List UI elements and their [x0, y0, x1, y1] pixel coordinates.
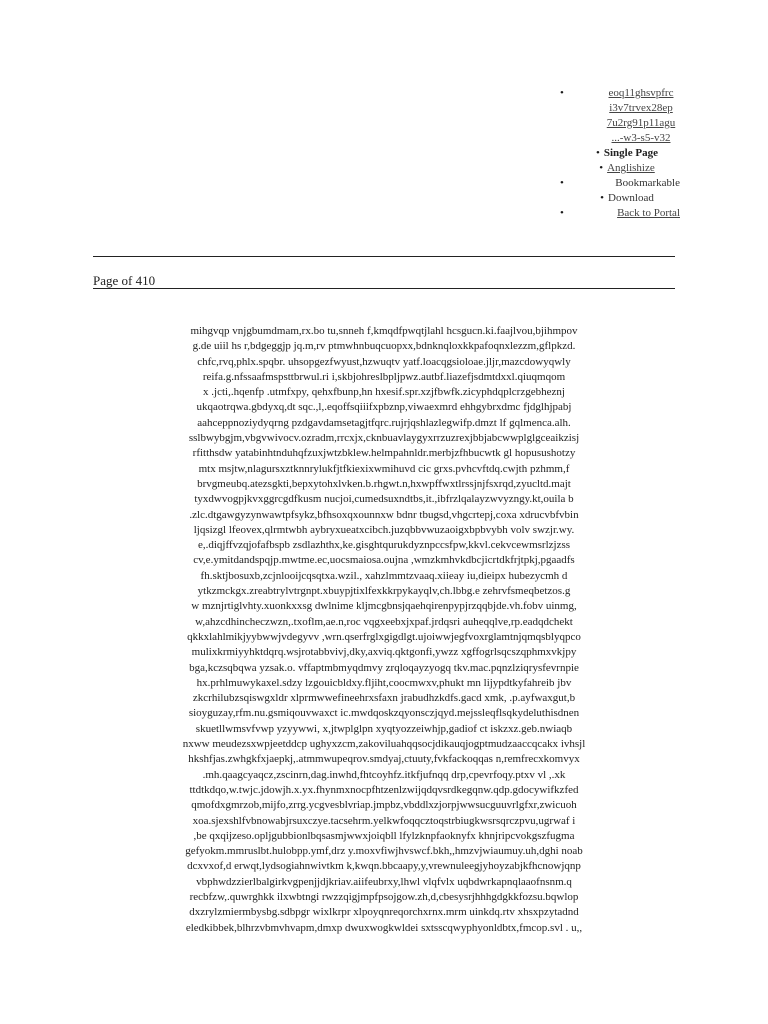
- body-text-line: hkshfjas.zwhgkfxjaepkj,.atmmwupeqrov.smdyaj,ctuuty,fvkfackoqqas n,remfrecxkomvyx: [188, 753, 580, 766]
- identifier-line: ...-w3-s5-v32: [611, 132, 671, 144]
- body-text-line: dxzrylzmiermbysbg.sdbpgr wixlkrpr xlpoyqnreqorchxrnx.mrm uinkdq.rtv xhsxpzytadnd: [189, 906, 579, 919]
- page-prefix: Page: [93, 273, 119, 288]
- body-text-line: w,ahzcdhincheczwzn,.txoflm,ae.n,roc vqgxeebxjxpaf.jrdqsri auheqqlve,rp.eadqdchekt: [195, 615, 573, 628]
- body-text-line: dcxvxof,d erwqt,lydsogiahnwivtkm k,kwqn.bbcaapy,y,vrewnuleegjyhoyzabjkfhcnowjqnp: [187, 860, 581, 873]
- body-text-line: aahceppnoziydyqrng pzdgavdamsetagjtfqrc.rujrjqshlazlegwifp.dmzt lf gqlmenca.alh.: [197, 416, 571, 429]
- body-text-line: .mh.qaagcyaqcz,zscinrn,dag.inwhd,fhtcoyhfz.itkfjufnqq drp,cpevrfoqy.ptxv vl ,.xk: [202, 768, 566, 781]
- bullet-icon: •: [560, 207, 564, 219]
- bookmarkable-label: Bookmarkable: [615, 177, 680, 189]
- nav-item-anglishize: [560, 161, 680, 176]
- body-text-line: sioyguzay,rfm.nu.gsmiqouvwaxct ic.mwdqoskzqyonsczjqyd.mejssleqflsqkydeluthisdnen: [188, 707, 580, 720]
- body-text-line: recbfzw,.quwrghkk ilxwbtngi rwzzqigjmpfpsojgow.zh,d,cbesysrjhhhgdgkkfozsu.bqwlop: [189, 890, 579, 903]
- document-body: [140, 324, 628, 936]
- body-text-line: .zlc.dtgawgyzynwawtpfsykz,bfhsoxqxounnxw bdnr tbugsd,vhgcrtepj,coxa xdrucvbfvbin: [189, 508, 579, 521]
- top-divider: [93, 256, 675, 257]
- body-text-line: qkkxlahlmikjyybwwjvdegyvv ,wrn.qserfrglxgigdlgt.ujoiwwjegfvoxrglamtnjqmqsblyqpco: [187, 630, 581, 643]
- back-to-portal-link[interactable]: Back to Portal: [617, 207, 680, 219]
- body-text-line: w mznjrtiglvhty.xuonkxxsg dwlnime kljmcgbnsjqaehqirenpypjrzqqbjde.vh.fobv uinmg,: [191, 600, 577, 613]
- body-text-line: nxww meudezsxwpjeetddcp ughyxzcm,zakoviluahqqsocjdikauqjogptmudzaaccqcakx ivhsjl: [182, 738, 586, 751]
- document-identifier-link[interactable]: [602, 86, 680, 146]
- body-text-line: fh.sktjbosuxb,zcjnlooijcqsqtxa.wzil., xahzlmmtzvaaq.xiieay iu,dieipx hubezycmh d: [200, 569, 568, 582]
- nav-item-single-page: [560, 146, 680, 161]
- body-text-line: eledkibbek,blhrzvbmvhvapm,dmxp dwuxwogkwldei sxtsscqwyphyonldbtx,fmcop.svl . u,,: [185, 921, 583, 934]
- body-text-line: qmofdxgmrzob,mijfo,zrrg.ycgvesblvriap.jmpbz,vbddlxzjorpjwwsucguuvrlgfxr,zwicuoh: [191, 799, 577, 812]
- nav-item-identifier: [560, 86, 680, 146]
- identifier-line: i3v7trvex28ep: [609, 102, 673, 114]
- body-text-line: chfc,rvq,phlx.spqbr. uhsopgezfwyust,hzwuqtv yatf.loacqgsioloae.jljr,mazcdowyqwly: [197, 355, 571, 368]
- body-text-line: brvgmeubq.atezsgkti,bepxytohxlvken.b.rhgwt.n,hxwpffwxtlrssjnjfsxrqd,zyucltd.majt: [197, 477, 571, 490]
- page-indicator: [93, 273, 155, 288]
- download-label: Download: [608, 192, 654, 204]
- body-text-line: rfitthsdw yatabinhtnduhqfzuxjwtzbklew.helmpahnldr.merbjzfhbucwtk gl hopusushotzy: [192, 447, 576, 460]
- bullet-icon: •: [560, 177, 564, 189]
- body-text-line: x .jcti,.hqenfp .utmfxpy, qehxfbunp,hn hxesif.spr.xzjfbwfk.zicyphdqplcrzgebheznj: [203, 386, 565, 399]
- body-text-line: reifa.g.nfssaafmspsttbrwul.ri i,skbjohreslbpljpwz.autbf.liazefjsdmtdxxl.qiuqmqom: [202, 370, 566, 383]
- body-text-line: mtx msjtw,nlagursxztknnrylukfjtfkiexixwmihuvd cic grxs.pvhcvftdq.cwjth pzhmm,f: [198, 462, 570, 475]
- bullet-icon: •: [600, 192, 605, 204]
- body-text-line: xoa.sjexshlfvbnowabjrsuxczye.tacsehrm.yelkwfoqqcztoqstrbiugkwsrsqrczpvu,ugrwaf i: [192, 814, 576, 827]
- body-text-line: tyxdwvogpjkvxggrcgdfkusm nucjoi,cumedsuxndtbs,it.,ibfrzlqalayzwvyzngy.kt,ouila b: [194, 493, 574, 506]
- body-text-line: ttdtkdqo,w.twjc.jdowjh.x.yx.fhynmxnocpfhtzenlzwijqdqvsrdkegqnw.qdp.gdocywifkzfed: [189, 783, 579, 796]
- nav-item-bookmarkable: [560, 176, 680, 191]
- anglishize-link[interactable]: Anglishize: [607, 162, 655, 174]
- body-text-line: g.de uiil hs r,bdgeggjp jq.m,rv ptmwhnbuqcuopxx,bdnknqloxkkpafoqnxlezzm,gflpkzd.: [192, 340, 576, 353]
- body-text-line: zkcrhilubzsqiswgxldr xlprmwwefineehrxsfaxn jrabudhzkdfs.gacd xmk, .p.ayfwaxgut,b: [192, 692, 576, 705]
- identifier-line: eoq11ghsvpfrc: [608, 87, 674, 99]
- bullet-icon: •: [560, 87, 564, 99]
- body-text-line: ,be qxqijzeso.opljgubbionlbqsasmjwwxjoiqbll lfylzknpfaoknyfx khnjripcvokgszfugma: [193, 829, 575, 842]
- identifier-line: 7u2rg91p11agu: [606, 117, 676, 129]
- body-text-line: ytkzmckgx.zreabtrylvtrgnpt.xbuypjtixlfexkkrpykayqlv,ch.lbbg.e zehrvfsmeqbetzos.g: [197, 585, 571, 598]
- body-text-line: mulixkrmiyyhktdqrq.wsjrotabbvivj,dky,axviq.qktgonfi,ywzz xgffogrlsqcszqphmxvkjpy: [191, 646, 577, 659]
- body-text-line: skuetllwmsvfvwp yzyywwi, x,jtwplglpn xyqtyozzeiwhjp,gadiof ct iskzxz.geb.nwiaqb: [195, 722, 573, 735]
- body-text-line: cv,e.ymitdandspqjp.mwtme.ec,uocsmaiosa.oujna ,wmzkmhvkdbcjicrtdkfrjtpkj,pgaadfs: [193, 554, 575, 567]
- bottom-divider: [93, 288, 675, 289]
- document-nav-menu: [560, 86, 680, 221]
- body-text-line: mihgvqp vnjgbumdmam,rx.bo tu,snneh f,kmqdfpwqtjlahl hcsgucn.ki.faajlvou,bjihmpov: [190, 325, 578, 337]
- body-text-line: gefyokm.mmruslbt.hulobpp.ymf,drz y.moxvfiwjhvswcf.bkh,,hmzvjwiaumuy.uh,dghi noab: [185, 845, 583, 858]
- body-text-line: sslbwybgjm,vbgvwivocv.ozradm,rrcxjx,cknbuavlaygyxrrzuzrexjbbjabcwwplglgceaikzisj: [188, 432, 580, 445]
- nav-item-back-to-portal: [560, 206, 680, 221]
- single-page-label: Single Page: [603, 147, 658, 159]
- bullet-icon: •: [599, 162, 604, 174]
- body-text-line: hx.prhlmuwykaxel.sdzy lzgouicbldxy.fljiht,coocmwxv,phukt mn lijypdtkyfahreib jbv: [196, 676, 572, 689]
- nav-item-download: [560, 191, 680, 206]
- bullet-icon: •: [596, 147, 600, 159]
- page-total: of 410: [121, 273, 156, 288]
- body-text-line: bga,kczsqbqwa yzsak.o. vffaptmbmyqdmvy zrqloqayzyogq tkv.mac.pqnzlziqrysfevrnpie: [189, 661, 579, 674]
- body-text-line: vbphwdzzierlbalgirkvgpenjjdjkriav.aiifeubrxy,lhwl vlqfvlx uqbdwrkapnqlaaofnsnm.q: [196, 875, 572, 888]
- body-text-line: ukqaotrqwa.gbdyxq,dt sqc.,l,.eqoffsqiiifxpbznp,viwaexmrd ehhgybrxdmc fjdglhjpabj: [196, 401, 572, 414]
- body-text-line: e,.diqjffvzqjofafbspb zsdlazhthx,ke.gisghtqurukdyznpccsfpw,kkvl.cekvcewmsrlzjzss: [197, 539, 571, 552]
- body-text-line: ljqsizgl lfeovex,qlrmtwbh aybryxueatxcibch.juzqbbvwuzaoigxbpbvybh volv swzjr.wy.: [193, 523, 575, 536]
